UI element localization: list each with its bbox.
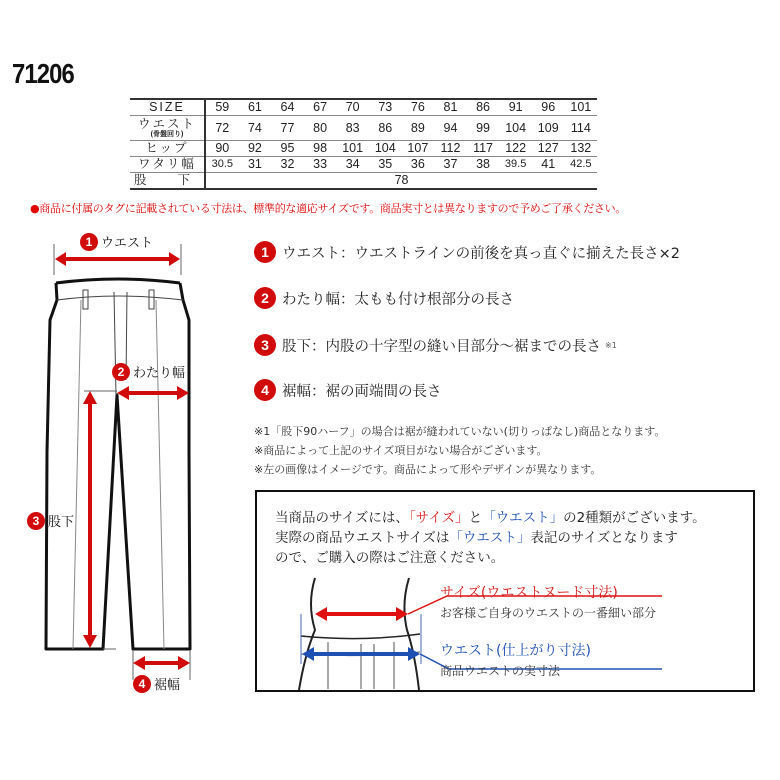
size-info-box [255, 490, 755, 692]
table-row-waist [130, 116, 597, 141]
table-cell: 86 [467, 99, 500, 116]
footnote-ref: ※1 [605, 340, 617, 350]
table-cell: 122 [499, 141, 532, 157]
table-cell: 31 [239, 157, 272, 173]
number-badge: 1 [254, 241, 276, 263]
definition-term: わたり幅 [282, 291, 340, 308]
colon: ： [340, 291, 355, 308]
table-cell: 92 [239, 141, 272, 157]
table-cell: 76 [402, 99, 435, 116]
table-cell: 37 [434, 157, 467, 173]
number-badge: 2 [254, 287, 276, 309]
footnote: ※左の画像はイメージです。商品によって形やデザインが異なります。 [254, 463, 602, 476]
table-cell: 107 [402, 141, 435, 157]
definition-term: 股下 [282, 338, 311, 355]
row-header-sublabel: (骨盤回り) [150, 130, 184, 138]
table-cell: 83 [336, 116, 369, 141]
table-cell: 61 [239, 99, 272, 116]
table-cell: 33 [304, 157, 337, 173]
footnote: ※商品によって上記のサイズ項目がない場合がございます。 [254, 444, 548, 457]
table-cell: 91 [499, 99, 532, 116]
size-nude-label: サイズ(ウエストヌード寸法) [440, 585, 618, 601]
number-badge: 4 [133, 675, 151, 693]
table-cell: 30.5 [205, 157, 239, 173]
table-cell: 77 [271, 116, 304, 141]
table-cell: 39.5 [499, 157, 532, 173]
footnote: ※1「股下90ハーフ」の場合は裾が縫われていない(切りっぱなし)商品となります。 [254, 425, 666, 438]
definition-thigh [254, 287, 514, 309]
colon: ： [340, 245, 355, 262]
definition-desc: 太もも付け根部分の長さ [354, 291, 514, 308]
definition-term: 裾幅 [282, 383, 311, 400]
definition-term: ウエスト [282, 245, 340, 262]
table-cell: 96 [532, 99, 565, 116]
table-cell: 132 [565, 141, 598, 157]
table-cell: 81 [434, 99, 467, 116]
table-cell: 42.5 [565, 157, 598, 173]
highlight-waist: 「ウエスト」 [482, 510, 564, 526]
table-row-hip [130, 141, 597, 157]
label-text: わたり幅 [133, 366, 186, 381]
table-cell: 117 [467, 141, 500, 157]
waist-finished-label: ウエスト(仕上がり寸法) [440, 643, 591, 659]
table-cell: 112 [434, 141, 467, 157]
size-nude-desc: お客様ご自身のウエストの一番細い部分 [440, 606, 657, 620]
text: 表記のサイズとなります [530, 530, 678, 546]
table-cell: 34 [336, 157, 369, 173]
table-cell: 127 [532, 141, 565, 157]
number-badge: 1 [80, 233, 98, 251]
definition-hem [254, 379, 442, 401]
definition-desc: 裾の両端間の長さ [325, 383, 442, 400]
table-cell: 86 [369, 116, 402, 141]
diagram-label-hem [133, 674, 180, 693]
table-cell: 104 [369, 141, 402, 157]
size-tag-notice: ●商品に付属のタグに記載されている寸法は、標準的な適応サイズです。商品実寸とは異なりますので予めご了承ください。 [30, 202, 627, 215]
text: ので、ご購入の際はご注意ください。 [275, 550, 505, 566]
row-header [130, 116, 205, 141]
table-cell: 98 [304, 141, 337, 157]
table-cell: 64 [271, 99, 304, 116]
diagram-label-waist [80, 232, 153, 251]
highlight-size: 「サイズ」 [408, 510, 469, 526]
table-cell: 73 [369, 99, 402, 116]
table-cell: 89 [402, 116, 435, 141]
text: 実際の商品ウエストサイズは [275, 530, 450, 546]
table-cell: 90 [205, 141, 239, 157]
table-cell: 59 [205, 99, 239, 116]
definition-desc: 内股の十字型の縫い目部分～裾までの長さ [325, 338, 601, 355]
definition-waist [254, 241, 680, 263]
number-badge: 3 [27, 512, 45, 530]
pants-diagram [0, 225, 250, 705]
table-cell: 38 [467, 157, 500, 173]
row-header-label: ウエスト [137, 116, 196, 131]
colon: ： [311, 383, 326, 400]
table-cell-merged: 78 [205, 173, 597, 190]
table-cell: 35 [369, 157, 402, 173]
number-badge: 4 [254, 379, 276, 401]
table-cell: 94 [434, 116, 467, 141]
info-text [275, 508, 706, 568]
label-text: ウエスト [101, 236, 154, 251]
size-table [130, 98, 597, 190]
model-number: 71206 [12, 58, 74, 89]
text: の2種類がございます。 [563, 510, 706, 526]
row-header: SIZE [130, 99, 205, 116]
table-cell: 74 [239, 116, 272, 141]
definition-desc: ウエストラインの前後を真っ直ぐに揃えた長さ×2 [354, 245, 680, 262]
row-header: 股 下 [130, 173, 205, 190]
row-header: ワタリ幅 [130, 157, 205, 173]
table-row-inseam [130, 173, 597, 190]
row-header: ヒップ [130, 141, 205, 157]
table-cell: 72 [205, 116, 239, 141]
table-cell: 32 [271, 157, 304, 173]
definition-inseam [254, 334, 617, 356]
table-cell: 114 [565, 116, 598, 141]
highlight-waist: 「ウエスト」 [449, 530, 531, 546]
table-cell: 95 [271, 141, 304, 157]
table-cell: 101 [565, 99, 598, 116]
text: 当商品のサイズには、 [275, 510, 409, 526]
diagram-label-inseam [27, 511, 74, 530]
table-cell: 36 [402, 157, 435, 173]
label-text: 裾幅 [154, 678, 181, 693]
table-cell: 80 [304, 116, 337, 141]
diagram-label-thigh [112, 362, 185, 381]
label-text: 股下 [48, 515, 75, 530]
table-cell: 101 [336, 141, 369, 157]
table-row-thigh [130, 157, 597, 173]
number-badge: 2 [112, 363, 130, 381]
table-cell: 41 [532, 157, 565, 173]
table-cell: 70 [336, 99, 369, 116]
waist-finished-desc: 商品ウエストの実寸法 [440, 664, 561, 678]
number-badge: 3 [254, 334, 276, 356]
table-cell: 99 [467, 116, 500, 141]
table-cell: 67 [304, 99, 337, 116]
text: と [468, 510, 483, 526]
footnotes [254, 422, 665, 479]
table-cell: 104 [499, 116, 532, 141]
table-row-size [130, 99, 597, 116]
table-cell: 109 [532, 116, 565, 141]
colon: ： [311, 338, 326, 355]
